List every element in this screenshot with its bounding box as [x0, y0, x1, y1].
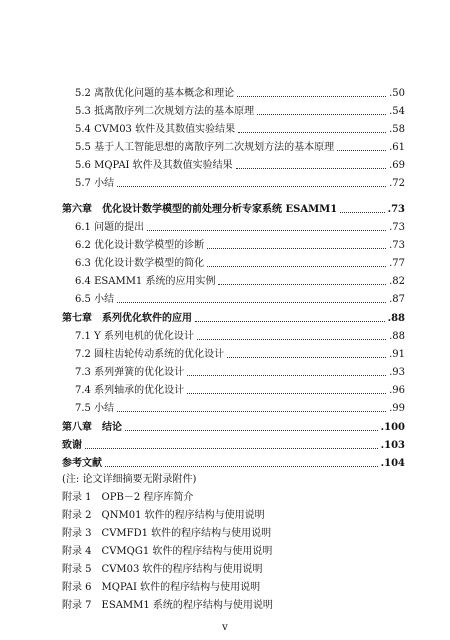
toc-page-number: .96: [389, 385, 405, 396]
toc-page-number: .72: [389, 178, 405, 189]
toc-label: 6.3 优化设计数学模型的简化: [75, 258, 205, 269]
dot-leader: [337, 150, 386, 151]
appendix-item-5: 附录 5 CVM03 软件的程序结构与使用说明: [62, 564, 263, 575]
toc-label: 5.4 CVM03 软件及其数值实验结果: [75, 124, 236, 135]
appendix-item-4: 附录 4 CVMQG1 软件的程序结构与使用说明: [62, 546, 273, 557]
dot-leader: [238, 132, 386, 133]
appendix-item-1: 附录 1 OPB－2 程序库简介: [62, 492, 194, 503]
appendix-item-2: 附录 2 QNM01 软件的程序结构与使用说明: [62, 510, 265, 521]
toc-entry-7-4: [75, 381, 405, 397]
toc-page-number: .58: [389, 124, 405, 135]
toc-label: 6.1 问题的提出: [75, 222, 145, 233]
toc-entry-5-6: [75, 156, 405, 172]
toc-page-number: .54: [389, 106, 405, 117]
toc-page-number: .88: [389, 331, 405, 342]
toc-label: 5.2 离散优化问题的基本概念和理论: [75, 88, 235, 99]
toc-entry-5-2: [75, 84, 405, 100]
toc-chapter-6: [62, 200, 405, 216]
toc-entry-6-5: [75, 290, 405, 306]
toc-page-number: .69: [389, 160, 405, 171]
dot-leader: [117, 302, 386, 303]
toc-entry-6-1: [75, 218, 405, 234]
toc-page-number: .100: [380, 422, 405, 433]
toc-chapter-7: [62, 309, 405, 325]
toc-entry-7-3: [75, 363, 405, 379]
toc-entry-5-4: [75, 120, 405, 136]
toc-page-number: .73: [389, 222, 405, 233]
appendix-note: (注: 论文详细摘要无附录附件): [62, 474, 197, 485]
chapter-title: 第八章 结论: [62, 422, 122, 433]
toc-page-number: .82: [389, 276, 405, 287]
toc-page-number: .88: [387, 313, 405, 324]
toc-label: 5.5 基于人工智能思想的离散序列二次规划方法的基本原理: [75, 142, 335, 153]
toc-entry-6-3: [75, 254, 405, 270]
dot-leader: [105, 466, 378, 467]
dot-leader: [340, 212, 384, 213]
toc-page-number: .77: [389, 258, 405, 269]
toc-entry-5-7: [75, 174, 405, 190]
dot-leader: [117, 411, 386, 412]
toc-page-number: .104: [380, 458, 405, 469]
toc-page-number: .50: [389, 88, 405, 99]
toc-label: 6.5 小结: [75, 294, 115, 305]
toc-label: 7.1 Y 系列电机的优化设计: [75, 331, 194, 342]
dot-leader: [207, 248, 386, 249]
toc-entry-6-4: [75, 272, 405, 288]
chapter-title: 第七章 系列优化软件的应用: [62, 313, 192, 324]
toc-label: 7.2 圆柱齿轮传动系统的优化设计: [75, 349, 225, 360]
toc-page-number: .103: [380, 440, 405, 451]
page-number: v: [222, 622, 228, 633]
toc-label: 5.6 MQPAI 软件及其数值实验结果: [75, 160, 233, 171]
dot-leader: [227, 357, 386, 358]
toc-page-number: .87: [389, 294, 405, 305]
chapter-title: 参考文献: [62, 458, 102, 469]
appendix-item-3: 附录 3 CVMFD1 软件的程序结构与使用说明: [62, 528, 272, 539]
toc-label: 5.3 抵离散序列二次规划方法的基本原理: [75, 106, 255, 117]
toc-page-number: .73: [389, 240, 405, 251]
dot-leader: [236, 168, 386, 169]
toc-entry-6-2: [75, 236, 405, 252]
toc-label: 6.2 优化设计数学模型的诊断: [75, 240, 205, 251]
toc-chapter-8: [62, 418, 405, 434]
dot-leader: [85, 448, 378, 449]
dot-leader: [187, 375, 386, 376]
toc-entry-7-5: [75, 399, 405, 415]
toc-page-number: .93: [389, 367, 405, 378]
toc-label: 7.5 小结: [75, 403, 115, 414]
appendix-item-7: 附录 7 ESAMM1 系统的程序结构与使用说明: [62, 600, 273, 611]
toc-entry-7-2: [75, 345, 405, 361]
toc-entry-7-1: [75, 327, 405, 343]
toc-entry-5-5: [75, 138, 405, 154]
dot-leader: [237, 96, 386, 97]
chapter-title: 致谢: [62, 440, 82, 451]
toc-acknowledgements: [62, 436, 405, 452]
chapter-title: 第六章 优化设计数学模型的前处理分析专家系统 ESAMM1: [62, 204, 338, 215]
dot-leader: [187, 393, 386, 394]
toc-label: 7.3 系列弹簧的优化设计: [75, 367, 185, 378]
dot-leader: [147, 230, 386, 231]
dot-leader: [218, 284, 386, 285]
toc-label: 6.4 ESAMM1 系统的应用实例: [75, 276, 216, 287]
toc-label: 7.4 系列轴承的优化设计: [75, 385, 185, 396]
toc-references: [62, 454, 405, 470]
dot-leader: [117, 186, 386, 187]
dot-leader: [195, 321, 385, 322]
dot-leader: [197, 339, 386, 340]
appendix-item-6: 附录 6 MQPAI 软件的程序结构与使用说明: [62, 582, 261, 593]
toc-page-number: .99: [389, 403, 405, 414]
dot-leader: [125, 430, 378, 431]
toc-label: 5.7 小结: [75, 178, 115, 189]
toc-page-number: .91: [389, 349, 405, 360]
dot-leader: [257, 114, 386, 115]
toc-page-number: .61: [389, 142, 405, 153]
dot-leader: [207, 266, 386, 267]
toc-entry-5-3: [75, 102, 405, 118]
toc-page-number: .73: [387, 204, 405, 215]
